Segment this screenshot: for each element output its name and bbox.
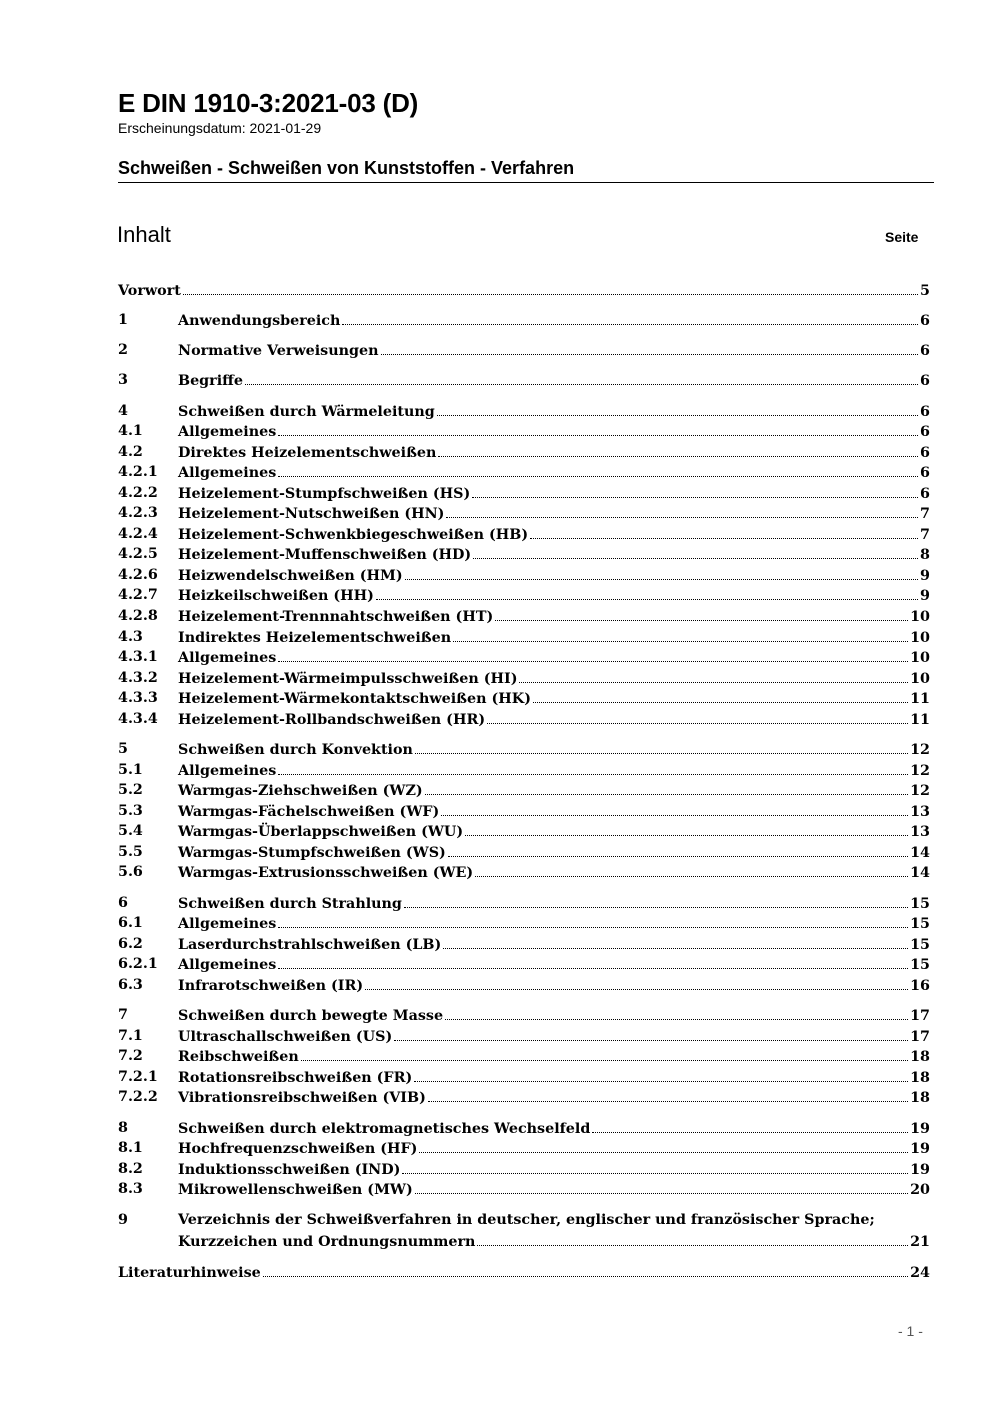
toc-entry-page: 6 <box>920 313 930 329</box>
toc-dot-leader <box>446 503 918 518</box>
toc-entry-number: 7.1 <box>118 1028 143 1044</box>
toc-entry-title: Schweißen durch Konvektion <box>178 742 413 758</box>
toc-entry-number: 4.2.3 <box>118 505 158 521</box>
toc-entry-title: Warmgas-Stumpfschweißen (WS) <box>178 845 446 861</box>
toc-entry-page: 9 <box>920 588 930 604</box>
toc-entry[interactable] <box>118 1159 930 1180</box>
toc-entry-number: 6.3 <box>118 977 143 993</box>
toc-entry[interactable] <box>118 862 930 883</box>
toc-entry-page: 10 <box>910 630 930 646</box>
toc-entry[interactable] <box>118 780 930 801</box>
toc-dot-leader <box>437 401 918 416</box>
toc-entry-number: 7.2.1 <box>118 1069 158 1085</box>
toc-dot-leader <box>428 1087 908 1102</box>
toc-entry-page: 13 <box>910 804 930 820</box>
toc-dot-leader <box>441 801 908 816</box>
toc-entry-page: 16 <box>910 978 930 994</box>
toc-entry-number: 4.3.4 <box>118 711 158 727</box>
toc-entry-page: 14 <box>910 865 930 881</box>
toc-entry-number: 5.2 <box>118 782 143 798</box>
toc-entry[interactable] <box>118 565 930 586</box>
toc-entry-title: Literaturhinweise <box>118 1265 261 1281</box>
toc-dot-leader <box>278 913 908 928</box>
toc-entry-number: 7.2.2 <box>118 1089 158 1105</box>
toc-dot-leader <box>376 585 918 600</box>
toc-entry[interactable] <box>118 975 930 996</box>
toc-entry-page: 11 <box>910 691 930 707</box>
toc-heading: Inhalt <box>117 222 171 247</box>
toc-entry-page: 19 <box>910 1141 930 1157</box>
toc-entry-page: 10 <box>910 609 930 625</box>
toc-dot-leader <box>445 1005 908 1020</box>
toc-entry[interactable] <box>118 739 930 760</box>
toc-entry-number: 3 <box>118 372 128 388</box>
toc-dot-leader <box>414 1067 908 1082</box>
toc-entry-number: 4 <box>118 403 128 419</box>
toc-entry[interactable] <box>118 1210 930 1250</box>
toc-dot-leader <box>473 544 918 559</box>
toc-dot-leader <box>487 709 908 724</box>
toc-dot-leader <box>301 1046 908 1061</box>
toc-dot-leader <box>475 862 908 877</box>
toc-entry-page: 21 <box>910 1234 930 1250</box>
toc-entry-number: 9 <box>118 1212 128 1228</box>
toc-entry[interactable] <box>118 401 930 422</box>
toc-entry-title: Allgemeines <box>178 424 277 440</box>
toc-dot-leader <box>438 442 918 457</box>
toc-entry[interactable] <box>118 627 930 648</box>
toc-dot-leader <box>342 310 918 325</box>
toc-entry[interactable] <box>118 524 930 545</box>
toc-entry-number: 4.2.4 <box>118 526 158 542</box>
toc-entry-number: 6 <box>118 895 128 911</box>
toc-entry-title-continued: Kurzzeichen und Ordnungsnummern <box>178 1234 476 1250</box>
toc-entry-title: Heizelement-Muffenschweißen (HD) <box>178 547 472 563</box>
toc-entry-page: 6 <box>920 424 930 440</box>
toc-entry-page: 10 <box>910 650 930 666</box>
toc-entry-title: Heizelement-Schwenkbiegeschweißen (HB) <box>178 527 529 543</box>
toc-entry[interactable] <box>118 934 930 955</box>
toc-entry-page: 18 <box>910 1090 930 1106</box>
toc-dot-leader <box>245 370 918 385</box>
toc-entry-number: 5.4 <box>118 823 143 839</box>
toc-dot-leader <box>402 1159 908 1174</box>
toc-dot-leader <box>404 893 908 908</box>
toc-entry[interactable] <box>118 1118 930 1139</box>
toc-entry-title: Vibrationsreibschweißen (VIB) <box>178 1090 426 1106</box>
toc-entry-number: 4.2 <box>118 444 143 460</box>
toc-dot-leader <box>448 842 908 857</box>
toc-entry-page: 15 <box>910 896 930 912</box>
toc-entry[interactable] <box>118 1179 930 1200</box>
toc-dot-leader <box>519 668 908 683</box>
toc-entry-page: 12 <box>910 783 930 799</box>
toc-entry-title: Normative Verweisungen <box>178 343 379 359</box>
toc-entry[interactable] <box>118 954 930 975</box>
toc-dot-leader <box>425 780 908 795</box>
toc-entry-title: Mikrowellenschweißen (MW) <box>178 1182 413 1198</box>
toc-entry-page: 14 <box>910 845 930 861</box>
toc-entry-title: Begriffe <box>178 373 243 389</box>
toc-entry[interactable] <box>118 310 930 331</box>
toc-entry[interactable] <box>118 801 930 822</box>
toc-entry[interactable] <box>118 370 930 391</box>
toc-entry-title: Allgemeines <box>178 763 277 779</box>
toc-entry-title: Ultraschallschweißen (US) <box>178 1029 393 1045</box>
toc-entry-title: Hochfrequenzschweißen (HF) <box>178 1141 418 1157</box>
toc-entry-page: 5 <box>920 283 930 299</box>
toc-entry-number: 7 <box>118 1007 128 1023</box>
toc-entry-number: 4.2.2 <box>118 485 158 501</box>
toc-entry[interactable] <box>118 647 930 668</box>
toc-entry-page: 17 <box>910 1008 930 1024</box>
toc-entry-title: Warmgas-Extrusionsschweißen (WE) <box>178 865 474 881</box>
toc-entry-title: Rotationsreibschweißen (FR) <box>178 1070 413 1086</box>
toc-entry-title: Schweißen durch bewegte Masse <box>178 1008 444 1024</box>
toc-entry-number: 5 <box>118 741 128 757</box>
toc-dot-leader <box>278 954 908 969</box>
toc-entry-page: 12 <box>910 763 930 779</box>
toc-entry-page: 6 <box>920 343 930 359</box>
toc-entry-number: 4.3 <box>118 629 143 645</box>
toc-entry[interactable] <box>118 842 930 863</box>
toc-entry-page: 7 <box>920 527 930 543</box>
toc-entry-title: Infrarotschweißen (IR) <box>178 978 364 994</box>
toc-entry-number: 1 <box>118 312 128 328</box>
page-number: - 1 - <box>898 1323 923 1339</box>
toc-entry[interactable] <box>118 1026 930 1047</box>
toc-entry-page: 6 <box>920 465 930 481</box>
toc-dot-leader <box>278 647 908 662</box>
toc-entry-page: 24 <box>910 1265 930 1281</box>
toc-entry-title: Laserdurchstrahlschweißen (LB) <box>178 937 442 953</box>
toc-entry[interactable] <box>118 544 930 565</box>
toc-dot-leader <box>183 280 918 295</box>
toc-entry-title: Heizelement-Rollbandschweißen (HR) <box>178 712 486 728</box>
toc-dot-leader <box>278 421 918 436</box>
toc-entry[interactable] <box>118 1046 930 1067</box>
toc-entry-title: Heizkeilschweißen (HH) <box>178 588 374 604</box>
toc-entry-title: Warmgas-Überlappschweißen (WU) <box>178 824 464 840</box>
toc-entry-number: 8 <box>118 1120 128 1136</box>
toc-entry-number: 4.2.1 <box>118 464 158 480</box>
toc-entry[interactable] <box>118 1067 930 1088</box>
document-id: E DIN 1910-3:2021-03 (D) <box>118 88 419 118</box>
toc-entry[interactable] <box>118 442 930 463</box>
toc-entry[interactable] <box>118 585 930 606</box>
toc-entry-page: 6 <box>920 445 930 461</box>
toc-entry-page: 20 <box>910 1182 930 1198</box>
toc-entry-number: 4.2.5 <box>118 546 158 562</box>
toc-entry-number: 4.1 <box>118 423 143 439</box>
toc-entry[interactable] <box>118 606 930 627</box>
publication-date: Erscheinungsdatum: 2021-01-29 <box>118 120 322 136</box>
toc-entry[interactable] <box>118 913 930 934</box>
toc-entry-page: 19 <box>910 1162 930 1178</box>
toc-entry[interactable] <box>118 893 930 914</box>
toc-entry-page: 6 <box>920 373 930 389</box>
toc-entry-title: Allgemeines <box>178 465 277 481</box>
toc-dot-leader <box>263 1262 908 1277</box>
toc-dot-leader <box>405 565 918 580</box>
toc-entry-title: Heizelement-Nutschweißen (HN) <box>178 506 445 522</box>
toc-dot-leader <box>495 606 908 621</box>
toc-entry-title: Schweißen durch Wärmeleitung <box>178 404 435 420</box>
toc-entry-title: Induktionsschweißen (IND) <box>178 1162 401 1178</box>
toc-entry-page: 15 <box>910 957 930 973</box>
toc-entry-page: 18 <box>910 1049 930 1065</box>
toc-entry-title: Heizwendelschweißen (HM) <box>178 568 403 584</box>
toc-entry[interactable] <box>118 462 930 483</box>
toc-entry-title: Allgemeines <box>178 650 277 666</box>
toc-entry-title: Schweißen durch Strahlung <box>178 896 402 912</box>
toc-entry-page: 19 <box>910 1121 930 1137</box>
toc-dot-leader <box>530 524 918 539</box>
toc-dot-leader <box>365 975 908 990</box>
toc-entry-number: 5.1 <box>118 762 143 778</box>
toc-entry-number: 4.2.8 <box>118 608 158 624</box>
toc-entry-number: 8.3 <box>118 1181 143 1197</box>
toc-entry[interactable] <box>118 668 930 689</box>
toc-entry-page: 13 <box>910 824 930 840</box>
toc-entry[interactable] <box>118 503 930 524</box>
toc-entry-title: Anwendungsbereich <box>178 313 341 329</box>
toc-entry[interactable] <box>118 821 930 842</box>
toc-entry[interactable] <box>118 1262 930 1283</box>
toc-entry-number: 7.2 <box>118 1048 143 1064</box>
toc-entry[interactable] <box>118 340 930 361</box>
toc-dot-leader <box>394 1026 908 1041</box>
toc-entry-number: 6.2 <box>118 936 143 952</box>
toc-entry-title: Heizelement-Wärmekontaktschweißen (HK) <box>178 691 531 707</box>
toc-entry[interactable] <box>118 709 930 730</box>
page-column-label: Seite <box>885 229 919 245</box>
toc-entry-title: Heizelement-Wärmeimpulsschweißen (HI) <box>178 671 518 687</box>
toc-entry-title: Verzeichnis der Schweißverfahren in deutscher, englischer und französischer Sprache; <box>178 1212 875 1228</box>
toc-entry-number: 8.1 <box>118 1140 143 1156</box>
toc-entry-number: 2 <box>118 342 128 358</box>
toc-entry[interactable] <box>118 1005 930 1026</box>
toc-entry-page: 11 <box>910 712 930 728</box>
toc-entry[interactable] <box>118 280 930 301</box>
toc-entry-title: Warmgas-Ziehschweißen (WZ) <box>178 783 423 799</box>
toc-entry-title: Allgemeines <box>178 916 277 932</box>
toc-entry-number: 6.2.1 <box>118 956 158 972</box>
toc-dot-leader <box>415 739 908 754</box>
toc-entry-page: 15 <box>910 937 930 953</box>
toc-entry[interactable] <box>118 483 930 504</box>
toc-entry-page: 7 <box>920 506 930 522</box>
toc-entry-title: Heizelement-Stumpfschweißen (HS) <box>178 486 471 502</box>
document-title: Schweißen - Schweißen von Kunststoffen - Verfahren <box>118 158 575 178</box>
toc-dot-leader <box>477 1231 908 1246</box>
toc-dot-leader <box>381 340 919 355</box>
toc-entry-page: 17 <box>910 1029 930 1045</box>
toc-entry-page: 6 <box>920 404 930 420</box>
toc-entry[interactable] <box>118 688 930 709</box>
toc-dot-leader <box>592 1118 908 1133</box>
toc-entry-number: 8.2 <box>118 1161 143 1177</box>
toc-entry-page: 18 <box>910 1070 930 1086</box>
toc-dot-leader <box>465 821 908 836</box>
toc-entry-title: Heizelement-Trennnahtschweißen (HT) <box>178 609 494 625</box>
toc-dot-leader <box>443 934 908 949</box>
toc-entry-number: 4.2.7 <box>118 587 158 603</box>
toc-dot-leader <box>278 760 908 775</box>
toc-entry-number: 4.3.1 <box>118 649 158 665</box>
toc-entry[interactable] <box>118 1138 930 1159</box>
toc-entry[interactable] <box>118 760 930 781</box>
toc-entry-page: 10 <box>910 671 930 687</box>
toc-entry-number: 4.2.6 <box>118 567 158 583</box>
toc-entry-number: 5.5 <box>118 844 143 860</box>
toc-entry-page: 12 <box>910 742 930 758</box>
toc-dot-leader <box>453 627 908 642</box>
toc-dot-leader <box>533 688 908 703</box>
toc-entry-title: Indirektes Heizelementschweißen <box>178 630 452 646</box>
toc-entry-number: 6.1 <box>118 915 143 931</box>
toc-entry[interactable] <box>118 421 930 442</box>
toc-dot-leader <box>415 1179 908 1194</box>
toc-entry-page: 15 <box>910 916 930 932</box>
toc-dot-leader <box>278 462 918 477</box>
toc-entry-title: Warmgas-Fächelschweißen (WF) <box>178 804 440 820</box>
toc-entry-title: Allgemeines <box>178 957 277 973</box>
toc-entry-title: Direktes Heizelementschweißen <box>178 445 437 461</box>
toc-entry-number: 5.3 <box>118 803 143 819</box>
toc-entry-number: 4.3.3 <box>118 690 158 706</box>
toc-entry-title: Schweißen durch elektromagnetisches Wechselfeld <box>178 1121 591 1137</box>
toc-entry-page: 6 <box>920 486 930 502</box>
toc-entry-page: 9 <box>920 568 930 584</box>
toc-entry-number: 5.6 <box>118 864 143 880</box>
toc-entry[interactable] <box>118 1087 930 1108</box>
title-underline <box>118 182 934 183</box>
toc-entry-number: 4.3.2 <box>118 670 158 686</box>
toc-entry-title: Reibschweißen <box>178 1049 299 1065</box>
toc-dot-leader <box>472 483 918 498</box>
toc-dot-leader <box>419 1138 908 1153</box>
toc-entry-title: Vorwort <box>118 283 181 299</box>
toc-entry-page: 8 <box>920 547 930 563</box>
